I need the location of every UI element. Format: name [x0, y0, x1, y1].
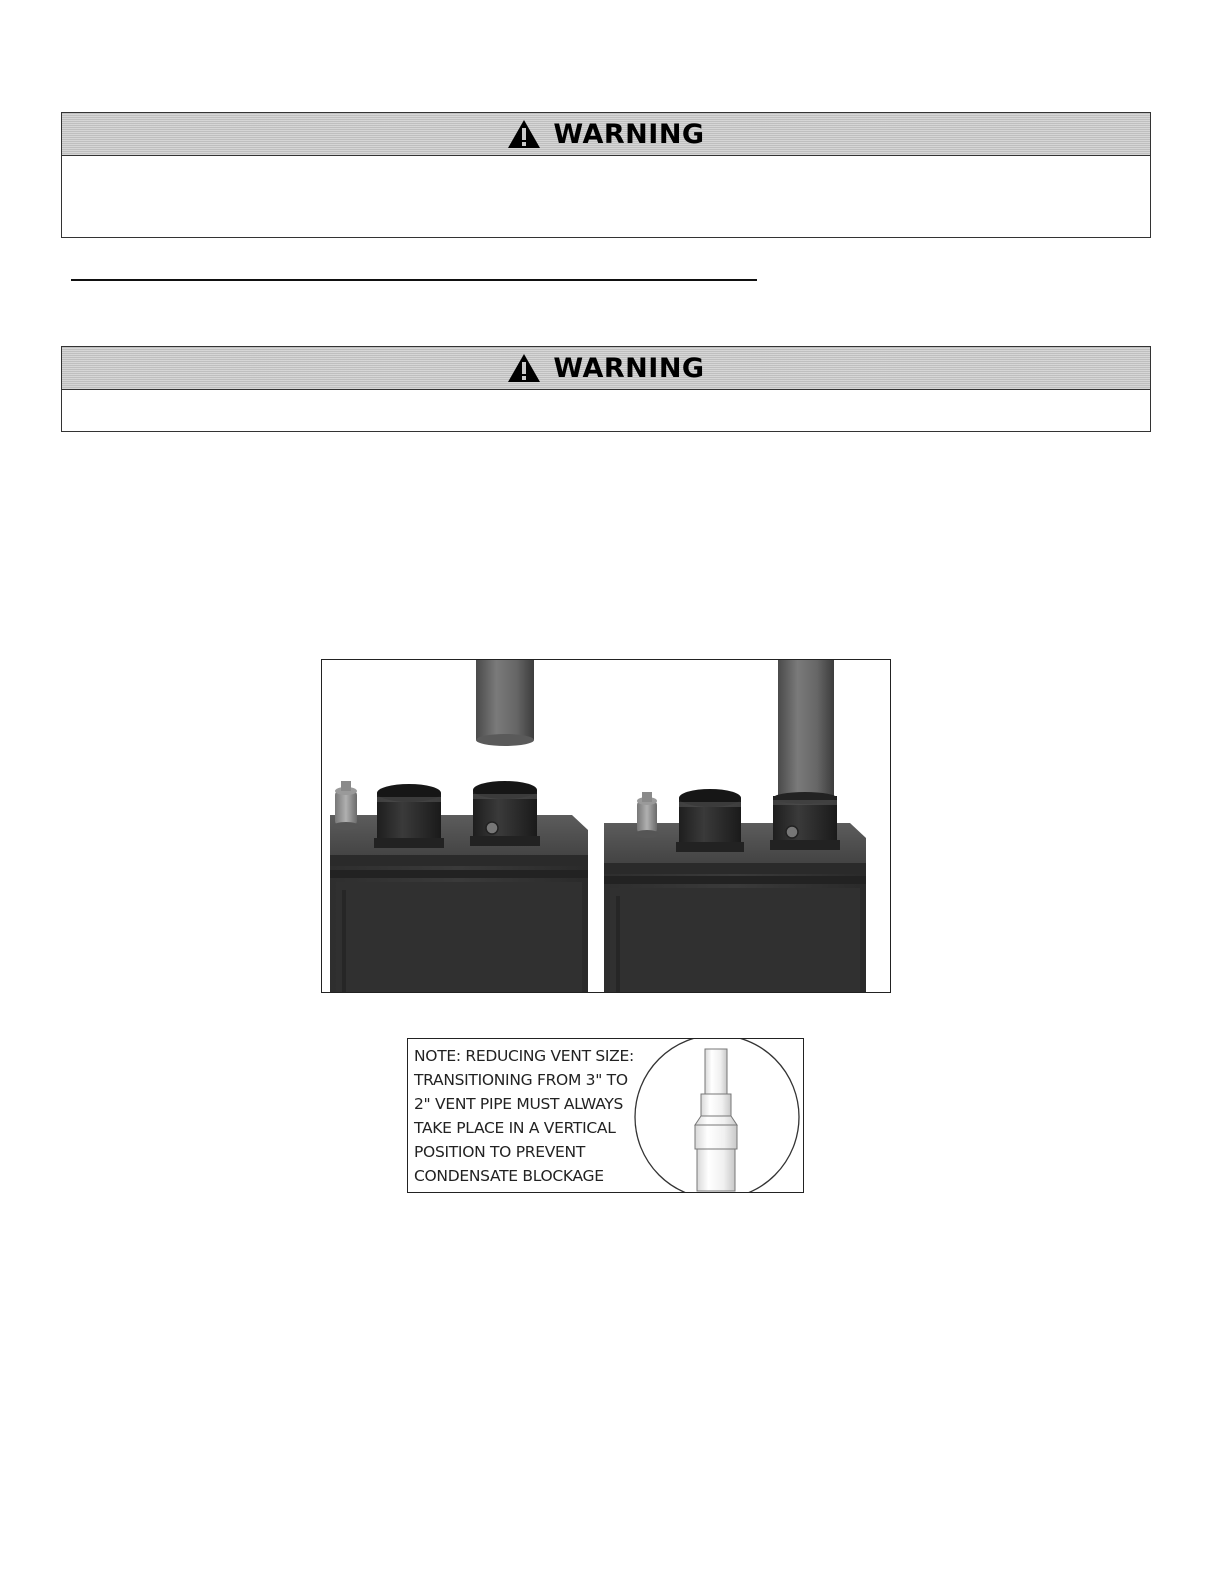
note-text	[414, 1044, 640, 1188]
warning-box-bottom	[61, 346, 1151, 432]
note-line: NOTE: REDUCING VENT SIZE:	[414, 1047, 634, 1065]
warning-title: WARNING	[553, 352, 705, 384]
section-divider	[71, 279, 757, 281]
left-panel-before	[330, 660, 588, 993]
note-line: CONDENSATE BLOCKAGE	[414, 1167, 604, 1185]
pipe-reducer-illustration	[631, 1039, 803, 1193]
warning-triangle-icon	[507, 353, 541, 383]
warning-title: WARNING	[553, 118, 705, 150]
note-line: 2" VENT PIPE MUST ALWAYS	[414, 1095, 624, 1113]
vent-pipe-installation-figure	[321, 659, 891, 993]
warning-box-top	[61, 112, 1151, 238]
note-line: TAKE PLACE IN A VERTICAL	[414, 1119, 616, 1137]
right-panel-after	[604, 660, 866, 993]
reducing-vent-note	[407, 1038, 804, 1193]
water-heater-illustration	[322, 660, 891, 993]
note-line: TRANSITIONING FROM 3" TO	[414, 1071, 628, 1089]
warning-triangle-icon	[507, 119, 541, 149]
note-line: POSITION TO PREVENT	[414, 1143, 585, 1161]
warning-header	[62, 347, 1150, 390]
warning-header	[62, 113, 1150, 156]
